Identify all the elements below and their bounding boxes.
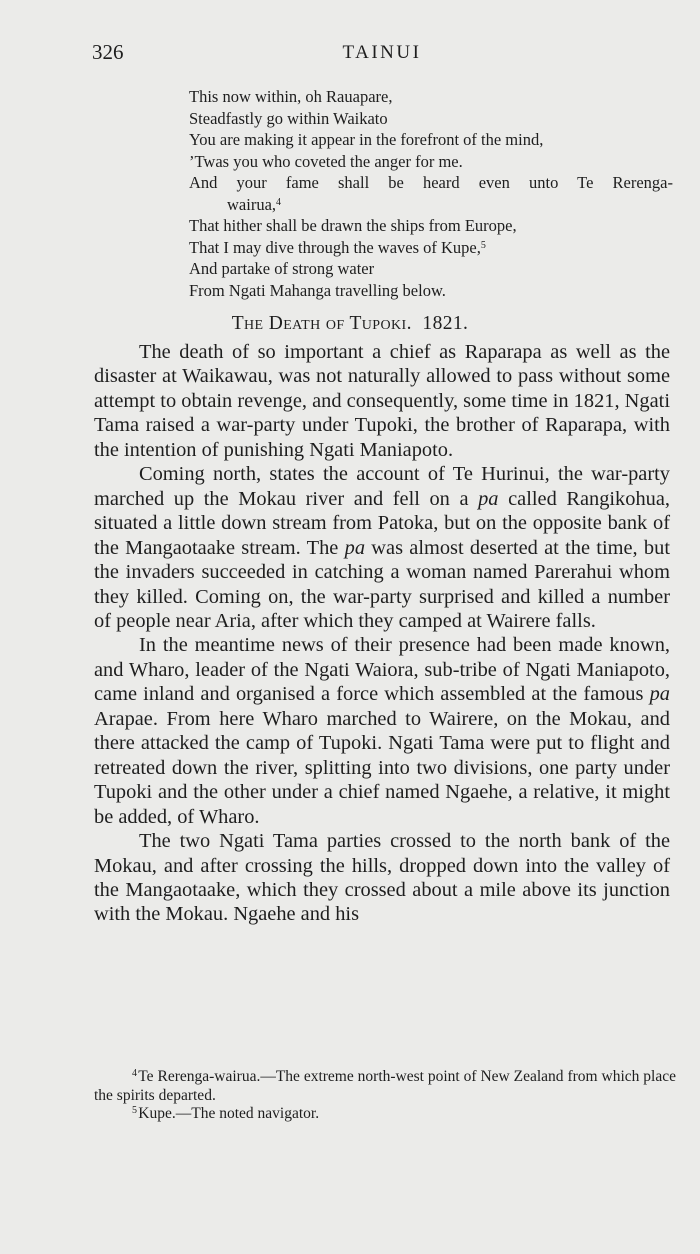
footnote [94, 1068, 676, 1105]
section-title: The Death of Tupoki. [231, 313, 412, 334]
poem-line: That hither shall be drawn the ships from Europe, [189, 216, 517, 235]
text-run: Arapae. From here Wharo marched to Wairere, on the Mokau, and there attacked the camp of Tupoki. Ngati Tama were put to flight and retreated down the river, splitting into two divisions, one party under Tupoki and the other under a chief named Ngaehe, a relative, it might be added, of Wharo. [94, 707, 670, 828]
poem-line: This now within, oh Rauapare, [189, 87, 393, 106]
text-run: In the meantime news of their presence had been made known, and Wharo, leader of the Ngati Waiora, sub-tribe of Ngati Maniapoto, came inland and organised a force which assembled at the famous [94, 634, 670, 706]
footnote-text: Kupe.—The noted navigator. [138, 1105, 320, 1122]
poem-line: From Ngati Mahanga travelling below. [189, 280, 446, 300]
paragraph: The two Ngati Tama parties crossed to the north bank of the Mokau, and after crossing the hills, dropped down into the valley of the Mangaotaake, which they crossed about a mile above its junction with the Mokau. Ngaehe and his [94, 830, 670, 926]
running-title: TAINUI [342, 42, 422, 63]
text-run: called Rangikohua, situated a little down stream from Patoka, but on the opposite bank of the Mangaotaake stream. The [94, 487, 670, 559]
footnote-marker: 4 [132, 1068, 137, 1079]
poem-line [189, 194, 679, 216]
poem [189, 86, 679, 301]
footnote-ref: 4 [276, 196, 282, 208]
footnote-text: Te Rerenga-wairua.—The extreme north-west point of New Zealand from which place the spirits departed. [94, 1068, 676, 1104]
section-heading [0, 313, 700, 335]
section-year: 1821. [422, 313, 469, 334]
italic-term: pa [344, 536, 366, 559]
italic-term: pa [478, 487, 499, 510]
paragraph [94, 462, 670, 633]
poem-line-text: wairua, [227, 194, 277, 214]
footnote-ref: 5 [480, 239, 486, 251]
poem-line: ’Twas you who coveted the anger for me. [189, 151, 463, 171]
footnotes [94, 1068, 676, 1124]
page-number: 326 [92, 40, 124, 64]
text-run: Coming north, states the account of Te Hurinui, the war-party marched up the Mokau river and fell on a [94, 463, 670, 510]
footnote [94, 1105, 676, 1124]
poem-line [189, 237, 679, 259]
paragraph [94, 633, 670, 829]
page-header [92, 40, 672, 70]
paragraph: The death of so important a chief as Raparapa as well as the disaster at Waikawau, was not naturally allowed to pass without some attempt to obtain revenge, and consequently, some time in 1821, Ngati Tama raised a war-party under Tupoki, the brother of Raparapa, with the intention of punishing Ngati Maniapoto. [94, 341, 670, 461]
poem-line: And your fame shall be heard even unto Te Rerenga- [189, 173, 673, 192]
footnote-marker: 5 [132, 1105, 137, 1116]
poem-line: You are making it appear in the forefront of the mind, [189, 130, 544, 149]
text-run: was almost deserted at the time, but the invaders succeeded in catching a woman named Parerahui whom they killed. Coming on, the war-party surprised and killed a number of people near Aria, after which they camped at Wairere falls. [94, 536, 670, 632]
poem-line-text: That I may dive through the waves of Kupe, [189, 237, 481, 257]
poem-line: Steadfastly go within Waikato [189, 108, 388, 128]
italic-term: pa [649, 683, 670, 706]
poem-line: And partake of strong water [189, 259, 375, 278]
body-text [94, 340, 670, 927]
